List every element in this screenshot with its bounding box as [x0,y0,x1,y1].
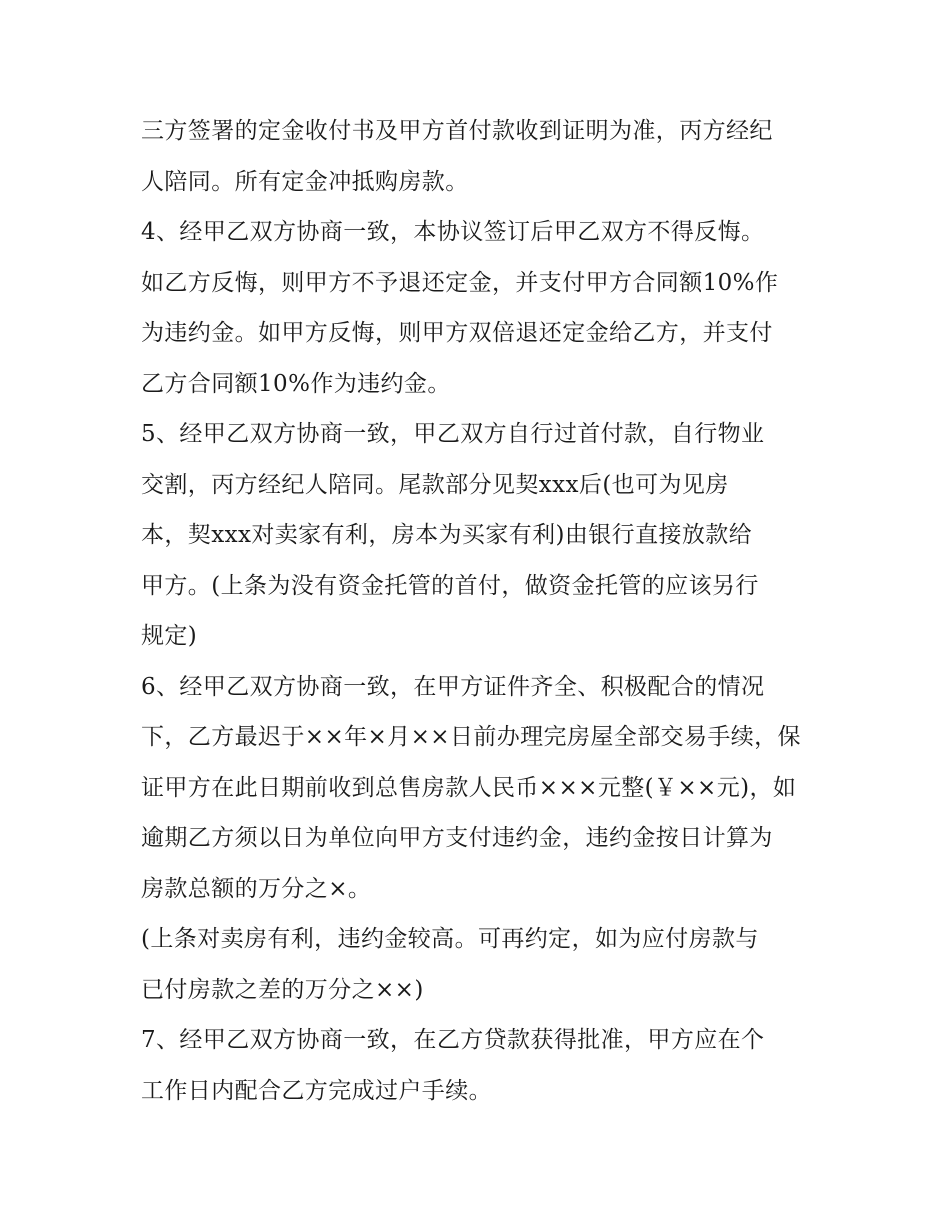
clause-4-line: 4、经甲乙双方协商一致，本协议签订后甲乙双方不得反悔。 [141,219,765,245]
document-body [141,106,817,1116]
note-line: (上条对卖房有利，违约金较高。可再约定，如为应付房款与 [141,926,759,952]
text-line: 规定) [141,623,198,649]
text-line: 下，乙方最迟于××年×月××日前办理完房屋全部交易手续，保 [141,724,801,750]
text-line: 如乙方反悔，则甲方不予退还定金，并支付甲方合同额10%作 [141,269,779,296]
text-line: 交割，丙方经纪人陪同。尾款部分见契xxx后(也可为见房 [141,471,729,498]
clause-6-line: 6、经甲乙双方协商一致，在甲方证件齐全、积极配合的情况 [141,673,765,700]
text-line: 乙方合同额10%作为违约金。 [141,370,451,397]
text-line: 工作日内配合乙方完成过户手续。 [141,1077,492,1104]
text-line: 甲方。(上条为没有资金托管的首付，做资金托管的应该另行 [141,572,759,599]
clause-7-line: 7、经甲乙双方协商一致，在乙方贷款获得批准，甲方应在个 [141,1027,765,1053]
text-line: 人陪同。所有定金冲抵购房款。 [141,168,469,195]
text-line: 本，契xxx对卖家有利，房本为买家有利)由银行直接放款给 [141,522,753,548]
text-line: 证甲方在此日期前收到总售房款人民币×××元整(￥××元)，如 [141,774,797,801]
text-line: 为违约金。如甲方反悔，则甲方双倍退还定金给乙方，并支付 [141,320,773,346]
text-line: 逾期乙方须以日为单位向甲方支付违约金，违约金按日计算为 [141,825,773,851]
text-line: 房款总额的万分之×。 [141,875,372,902]
text-line: 三方签署的定金收付书及甲方首付款收到证明为准，丙方经纪 [141,118,773,144]
text-line: 已付房款之差的万分之××) [141,976,424,1003]
clause-5-line: 5、经甲乙双方协商一致，甲乙双方自行过首付款，自行物业 [141,421,765,447]
